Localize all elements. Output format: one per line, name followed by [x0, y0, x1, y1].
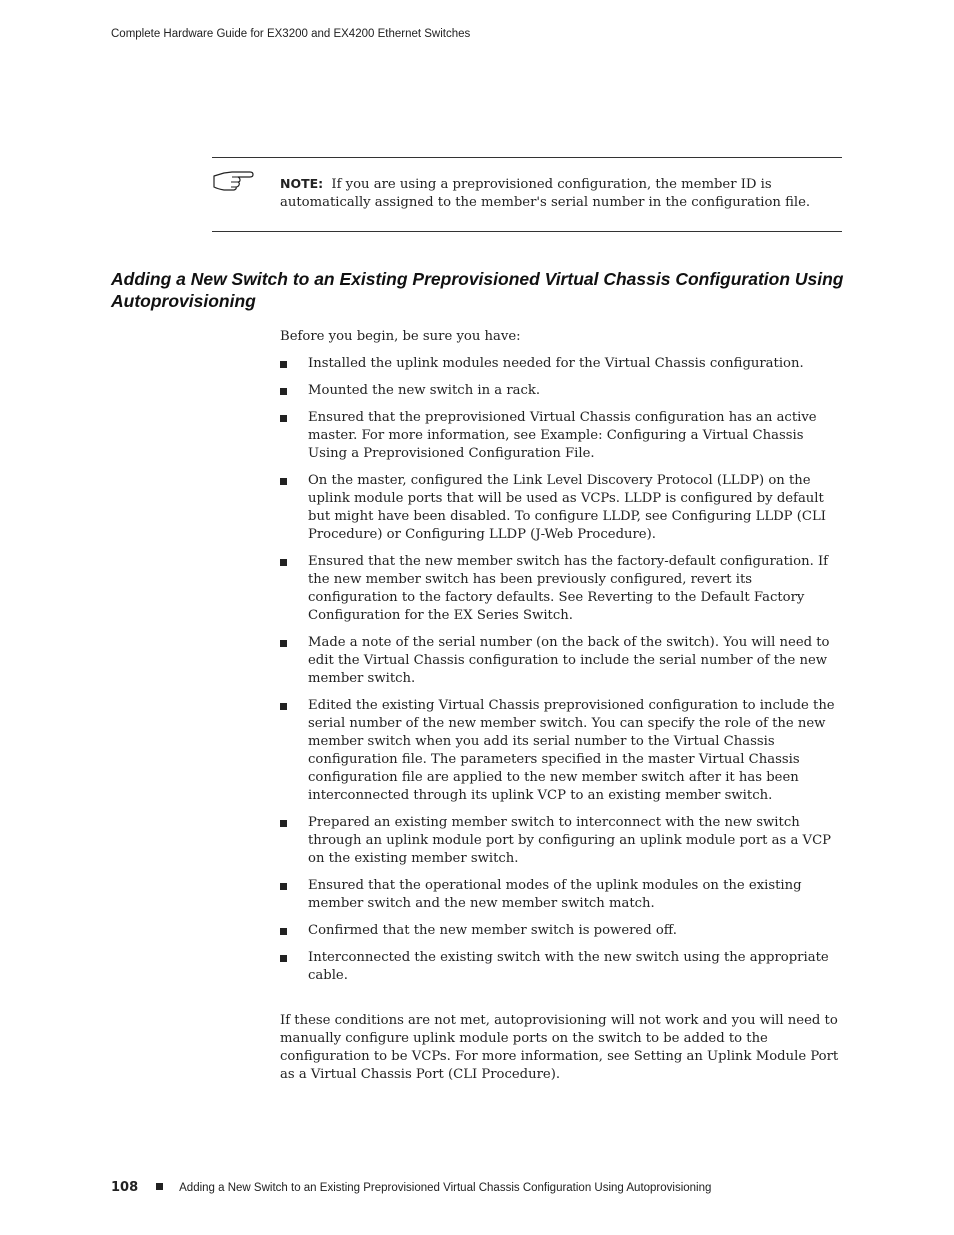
list-item: [280, 553, 844, 625]
list-item: [280, 409, 844, 463]
closing-paragraph: If these conditions are not met, autoprovisioning will not work and you will need to manually configure uplink module ports on the switch to be added to the configuration to be VCPs. For more information, see Setting an Uplink Module Port as a Virtual Chassis Port (CLI Procedure).: [280, 1013, 839, 1082]
note-body: If you are using a preprovisioned configuration, the member ID is automatically assigned to the member's serial number in the configuration file.: [280, 177, 811, 210]
bullet-icon: [280, 415, 287, 422]
list-item: [280, 355, 844, 373]
footer-section-title: Adding a New Switch to an Existing Preprovisioned Virtual Chassis Configuration Using Autoprovisioning: [179, 1182, 712, 1194]
list-item-text: Installed the uplink modules needed for the Virtual Chassis configuration.: [308, 356, 804, 371]
bullet-icon: [280, 820, 287, 827]
list-item-text: Made a note of the serial number (on the back of the switch). You will need to edit the Virtual Chassis configuration to include the serial number of the new member switch.: [308, 635, 830, 686]
list-item: [280, 634, 844, 688]
page-footer: [111, 1178, 851, 1196]
list-item: [280, 814, 844, 868]
note-callout: [212, 157, 842, 232]
bullet-icon: [280, 388, 287, 395]
list-item-text: On the master, configured the Link Level Discovery Protocol (LLDP) on the uplink module ports that will be used as VCPs. LLDP is configured by default but might have been disabled. To configure LLDP, see Configuring LLDP (CLI Procedure) or Configuring LLDP (J-Web Procedure).: [308, 473, 826, 542]
list-item-text: Confirmed that the new member switch is powered off.: [308, 923, 677, 938]
list-item-text: Ensured that the new member switch has the factory-default configuration. If the new member switch has been previously configured, revert its configuration to the factory defaults. See Reverting to the Default Factory Configuration for the EX Series Switch.: [308, 554, 829, 623]
bullet-icon: [280, 478, 287, 485]
bullet-icon: [280, 928, 287, 935]
running-header: Complete Hardware Guide for EX3200 and EX4200 Ethernet Switches: [111, 28, 471, 40]
bullet-icon: [280, 883, 287, 890]
list-item: [280, 949, 844, 985]
list-item: [280, 382, 844, 400]
section-body: [280, 328, 844, 1084]
list-item-text: Prepared an existing member switch to interconnect with the new switch through an uplink module port by configuring an uplink module port as a VCP on the existing member switch.: [308, 815, 832, 866]
bullet-icon: [280, 955, 287, 962]
intro-paragraph: Before you begin, be sure you have:: [280, 329, 521, 344]
list-item: [280, 877, 844, 913]
list-item: [280, 472, 844, 544]
page-number: 108: [111, 1180, 139, 1195]
bullet-icon: [280, 703, 287, 710]
list-item-text: Ensured that the preprovisioned Virtual Chassis configuration has an active master. For more information, see Example: Configuring a Virtual Chassis Using a Preprovisioned Configuration File.: [308, 410, 817, 461]
list-item-text: Ensured that the operational modes of the uplink modules on the existing member switch and the new member switch match.: [308, 878, 802, 911]
note-text: [280, 175, 842, 212]
bullet-icon: [280, 361, 287, 368]
list-item-text: Mounted the new switch in a rack.: [308, 383, 541, 398]
bullet-icon: [280, 640, 287, 647]
note-label: NOTE:: [280, 176, 324, 191]
prerequisite-list: [280, 355, 844, 985]
list-item: [280, 922, 844, 940]
bullet-icon: [280, 559, 287, 566]
footer-separator-icon: [156, 1183, 163, 1190]
pointing-hand-icon: [212, 169, 256, 191]
section-heading: Adding a New Switch to an Existing Preprovisioned Virtual Chassis Configuration Using Autoprovisioning: [111, 269, 844, 311]
list-item: [280, 697, 844, 805]
list-item-text: Interconnected the existing switch with the new switch using the appropriate cable.: [308, 950, 829, 983]
list-item-text: Edited the existing Virtual Chassis preprovisioned configuration to include the serial number of the new member switch. You can specify the role of the new member switch when you add its serial number to the Virtual Chassis configuration file. The parameters specified in the master Virtual Chassis configuration file are applied to the new member switch after it has been interconnected through its uplink VCP to an existing member switch.: [308, 698, 835, 803]
